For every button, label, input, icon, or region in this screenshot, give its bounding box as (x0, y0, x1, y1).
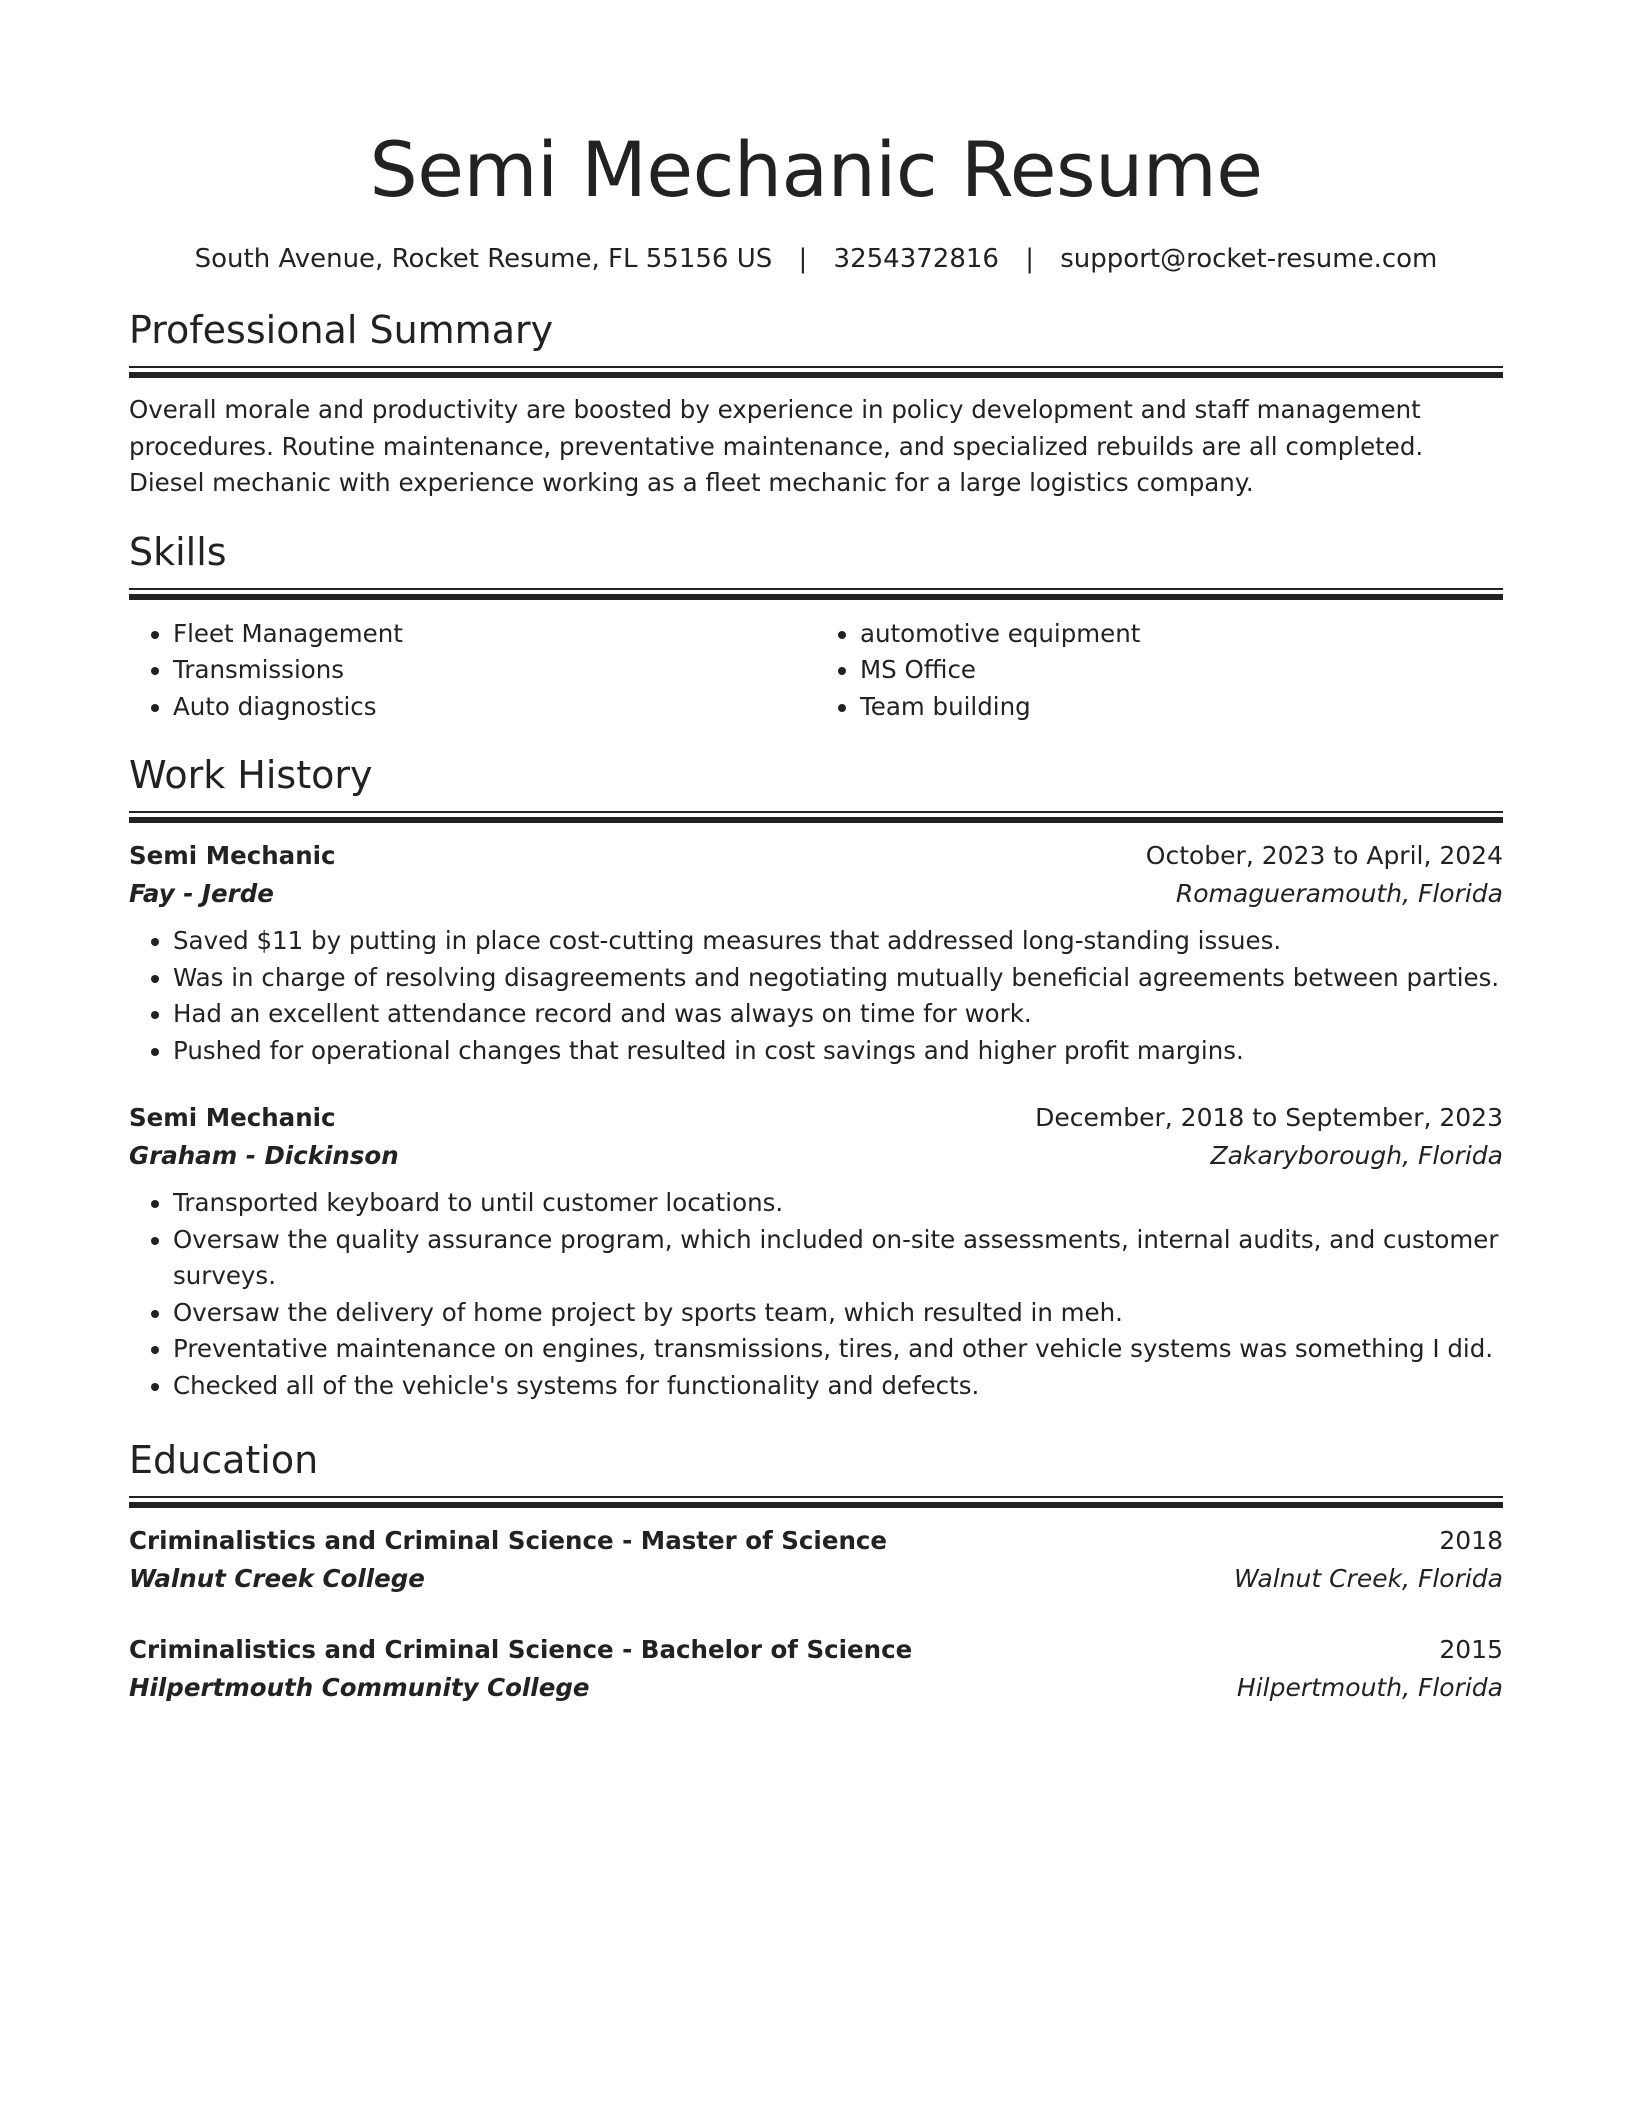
contact-separator: | (1025, 244, 1034, 274)
job-entry (129, 837, 1503, 1069)
job-bullet: • Checked all of the vehicle's systems for functionality and defects. (173, 1368, 1503, 1405)
job-bullet: • Was in charge of resolving disagreements and negotiating mutually beneficial agreements between parties. (173, 960, 1503, 997)
section-divider (129, 366, 1503, 378)
job-bullet: • Pushed for operational changes that resulted in cost savings and higher profit margins. (173, 1033, 1503, 1070)
work-section (129, 751, 1503, 1404)
skill-item: • Transmissions (173, 652, 816, 689)
job-bullet: • Had an excellent attendance record and was always on time for work. (173, 996, 1503, 1033)
skills-column-right (816, 616, 1503, 726)
job-bullets (129, 1185, 1503, 1404)
education-school: Hilpertmouth Community College (129, 1673, 590, 1702)
skill-item: • MS Office (860, 652, 1503, 689)
skills-section (129, 528, 1503, 726)
summary-section (129, 306, 1503, 502)
education-entry (129, 1522, 1503, 1598)
job-bullet: • Transported keyboard to until customer locations. (173, 1185, 1503, 1222)
education-year: 2015 (1439, 1635, 1503, 1664)
section-divider (129, 1496, 1503, 1508)
job-bullet: • Oversaw the delivery of home project by sports team, which resulted in meh. (173, 1295, 1503, 1332)
summary-title: Professional Summary (129, 308, 554, 352)
skill-item: • Fleet Management (173, 616, 816, 653)
education-degree: Criminalistics and Criminal Science - Master of Science (129, 1526, 888, 1555)
skills-title: Skills (129, 529, 227, 574)
contact-address: South Avenue, Rocket Resume, FL 55156 US (194, 244, 773, 274)
job-title: Semi Mechanic (129, 1103, 336, 1132)
job-company: Fay - Jerde (129, 879, 274, 908)
job-location: Romagueramouth, Florida (1175, 879, 1503, 908)
skills-list (129, 616, 1503, 726)
skills-column-left (129, 616, 816, 726)
section-divider (129, 588, 1503, 600)
education-section (129, 1436, 1503, 1707)
section-divider (129, 811, 1503, 823)
job-bullet: • Saved $11 by putting in place cost-cutting measures that addressed long-standing issues. (173, 923, 1503, 960)
education-school: Walnut Creek College (129, 1564, 425, 1593)
education-year: 2018 (1439, 1526, 1503, 1555)
job-bullets (129, 923, 1503, 1069)
contact-phone: 3254372816 (833, 244, 999, 274)
work-title: Work History (129, 753, 373, 797)
job-bullet: • Preventative maintenance on engines, transmissions, tires, and other vehicle systems was something I did. (173, 1331, 1503, 1368)
skill-item: • Team building (860, 689, 1503, 726)
education-degree: Criminalistics and Criminal Science - Bachelor of Science (129, 1635, 913, 1664)
job-location: Zakaryborough, Florida (1210, 1141, 1503, 1170)
skill-item: • automotive equipment (860, 616, 1503, 653)
job-title: Semi Mechanic (129, 841, 336, 870)
education-title: Education (129, 1438, 319, 1482)
job-entry (129, 1099, 1503, 1404)
job-dates: October, 2023 to April, 2024 (1145, 841, 1503, 870)
contact-email: support@rocket-resume.com (1060, 244, 1438, 274)
summary-text: Overall morale and productivity are boosted by experience in policy development and staff management procedures. Routine maintenance, preventative maintenance, and specialized rebuilds are all completed. Diesel mechanic with experience working as a fleet mechanic for a large logistics company. (129, 395, 1424, 497)
education-location: Walnut Creek, Florida (1234, 1564, 1503, 1593)
skill-item: • Auto diagnostics (173, 689, 816, 726)
contact-separator: | (798, 244, 808, 274)
job-bullet: • Oversaw the quality assurance program, which included on-site assessments, internal audits, and customer surveys. (173, 1222, 1503, 1295)
job-company: Graham - Dickinson (129, 1141, 399, 1170)
resume-name: Semi Mechanic Resume (369, 125, 1263, 214)
job-dates: December, 2018 to September, 2023 (1035, 1103, 1503, 1132)
education-location: Hilpertmouth, Florida (1236, 1673, 1503, 1702)
education-entry (129, 1631, 1503, 1707)
contact-line (129, 242, 1503, 276)
